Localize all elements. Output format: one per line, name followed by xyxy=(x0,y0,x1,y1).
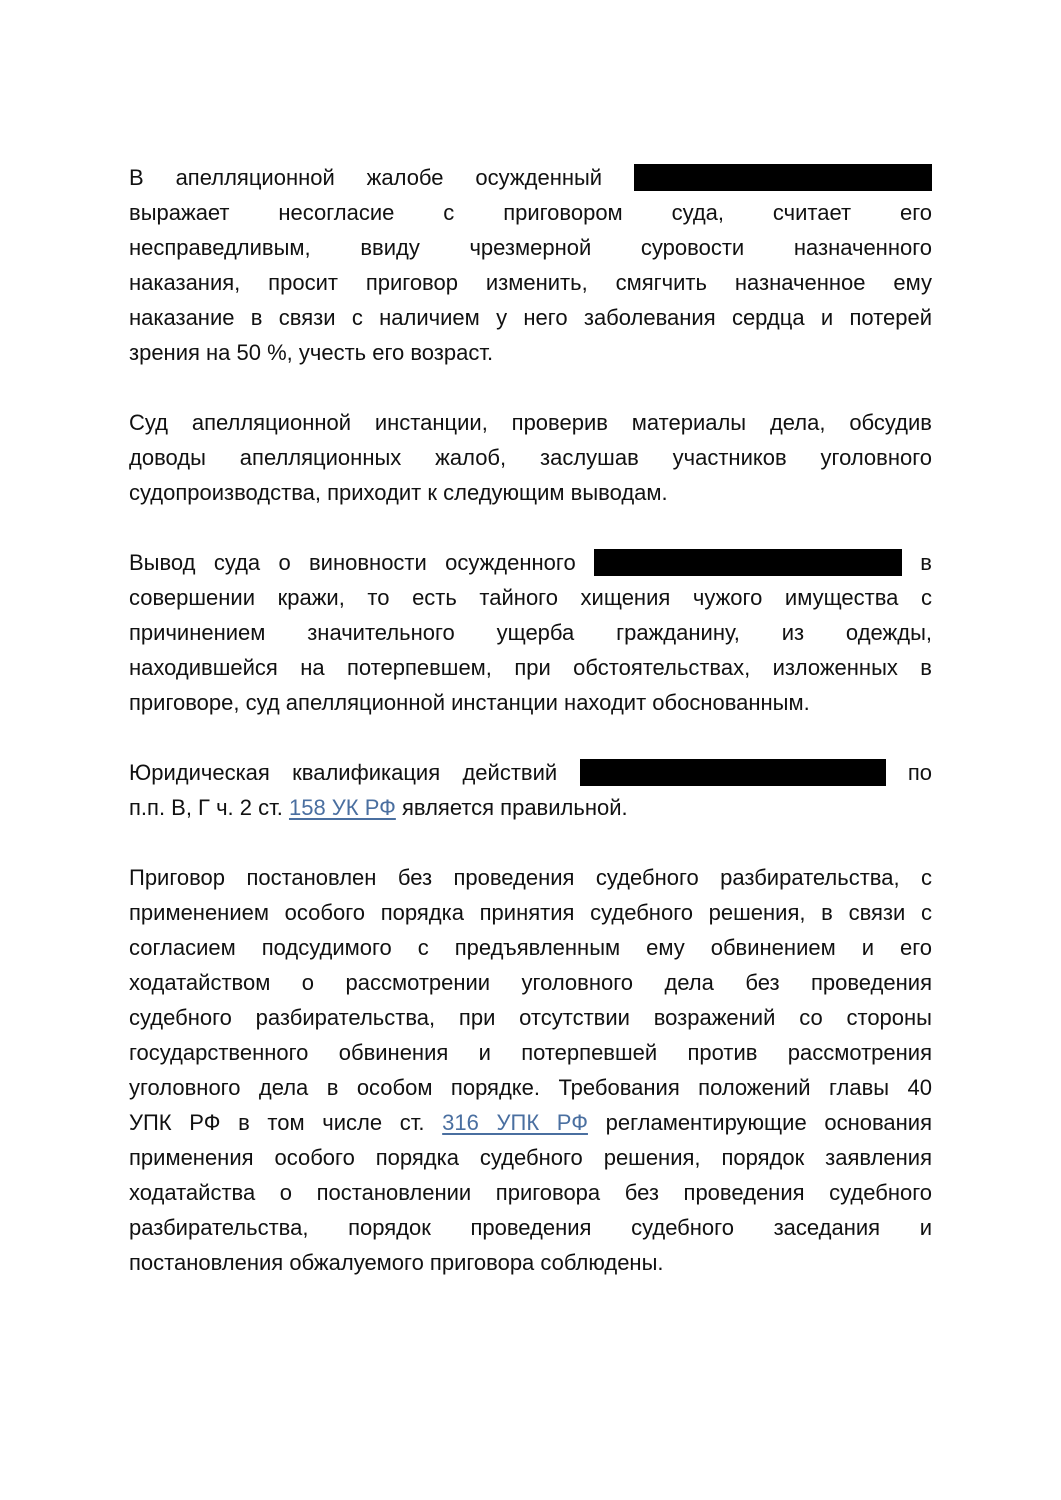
text-segment: Юридическая квалификация действий xyxy=(129,760,580,785)
text-segment: государственного обвинения и потерпевшей против рассмотрения xyxy=(129,1040,932,1065)
text-line xyxy=(129,615,932,650)
text-line xyxy=(129,1070,932,1105)
text-line xyxy=(129,1175,932,1210)
text-segment: регламентирующие основания xyxy=(587,1110,932,1135)
redaction-box xyxy=(580,759,886,786)
text-segment: ходатайством о рассмотрении уголовного дела без проведения xyxy=(129,970,932,995)
text-segment: В апелляционной жалобе осужденный xyxy=(129,165,634,190)
text-segment: ходатайства о постановлении приговора без проведения судебного xyxy=(129,1180,932,1205)
text-line xyxy=(129,930,932,965)
document-body xyxy=(129,160,932,1315)
text-segment: доводы апелляционных жалоб, заслушав участников уголовного xyxy=(129,445,932,470)
text-line xyxy=(129,195,932,230)
text-segment: причинением значительного ущерба гражданину, из одежды, xyxy=(129,620,932,645)
text-segment: судебного разбирательства, при отсутствии возражений со стороны xyxy=(129,1005,932,1030)
redaction-box xyxy=(634,164,932,191)
text-line xyxy=(129,405,932,440)
text-segment: постановления обжалуемого приговора соблюдены. xyxy=(129,1250,664,1275)
text-segment: в xyxy=(902,550,932,575)
text-line xyxy=(129,300,932,335)
text-segment: Суд апелляционной инстанции, проверив материалы дела, обсудив xyxy=(129,410,932,435)
text-line xyxy=(129,335,932,370)
text-segment: выражает несогласие с приговором суда, считает его xyxy=(129,200,932,225)
paragraph xyxy=(129,405,932,510)
text-line xyxy=(129,545,932,580)
law-link[interactable]: 316 УПК РФ xyxy=(442,1110,588,1135)
text-segment: разбирательства, порядок проведения судебного заседания и xyxy=(129,1215,932,1240)
text-segment: применением особого порядка принятия судебного решения, в связи с xyxy=(129,900,932,925)
paragraph xyxy=(129,755,932,825)
text-segment: по xyxy=(885,760,932,785)
text-line xyxy=(129,265,932,300)
text-segment: применения особого порядка судебного решения, порядок заявления xyxy=(129,1145,932,1170)
text-line xyxy=(129,580,932,615)
text-segment: зрения на 50 %, учесть его возраст. xyxy=(129,340,494,365)
paragraph xyxy=(129,160,932,370)
text-line xyxy=(129,1105,932,1140)
text-segment: уголовного дела в особом порядке. Требования положений главы 40 xyxy=(129,1075,932,1100)
text-segment: УПК РФ в том числе ст. xyxy=(129,1110,443,1135)
text-segment: согласием подсудимого с предъявленным ему обвинением и его xyxy=(129,935,932,960)
paragraph xyxy=(129,545,932,720)
text-segment: является правильной. xyxy=(395,795,628,820)
text-segment: находившейся на потерпевшем, при обстоятельствах, изложенных в xyxy=(129,655,932,680)
text-line xyxy=(129,230,932,265)
text-line xyxy=(129,1245,932,1280)
text-line xyxy=(129,790,932,825)
paragraph xyxy=(129,860,932,1280)
text-line xyxy=(129,475,932,510)
text-line xyxy=(129,160,932,195)
text-segment: судопроизводства, приходит к следующим выводам. xyxy=(129,480,668,505)
text-segment: приговоре, суд апелляционной инстанции находит обоснованным. xyxy=(129,690,810,715)
text-line xyxy=(129,1000,932,1035)
text-line xyxy=(129,1210,932,1245)
text-line xyxy=(129,755,932,790)
text-segment: несправедливым, ввиду чрезмерной суровости назначенного xyxy=(129,235,932,260)
law-link[interactable]: 158 УК РФ xyxy=(288,795,396,820)
text-line xyxy=(129,685,932,720)
text-line xyxy=(129,650,932,685)
text-line xyxy=(129,440,932,475)
text-segment: п.п. В, Г ч. 2 ст. xyxy=(129,795,289,820)
text-segment: совершении кражи, то есть тайного хищения чужого имущества с xyxy=(129,585,932,610)
text-line xyxy=(129,895,932,930)
text-line xyxy=(129,1035,932,1070)
text-line xyxy=(129,965,932,1000)
redaction-box xyxy=(594,549,902,576)
text-line xyxy=(129,1140,932,1175)
text-segment: наказание в связи с наличием у него заболевания сердца и потерей xyxy=(129,305,932,330)
text-segment: наказания, просит приговор изменить, смягчить назначенное ему xyxy=(129,270,932,295)
text-segment: Приговор постановлен без проведения судебного разбирательства, с xyxy=(129,865,932,890)
text-line xyxy=(129,860,932,895)
text-segment: Вывод суда о виновности осужденного xyxy=(129,550,594,575)
